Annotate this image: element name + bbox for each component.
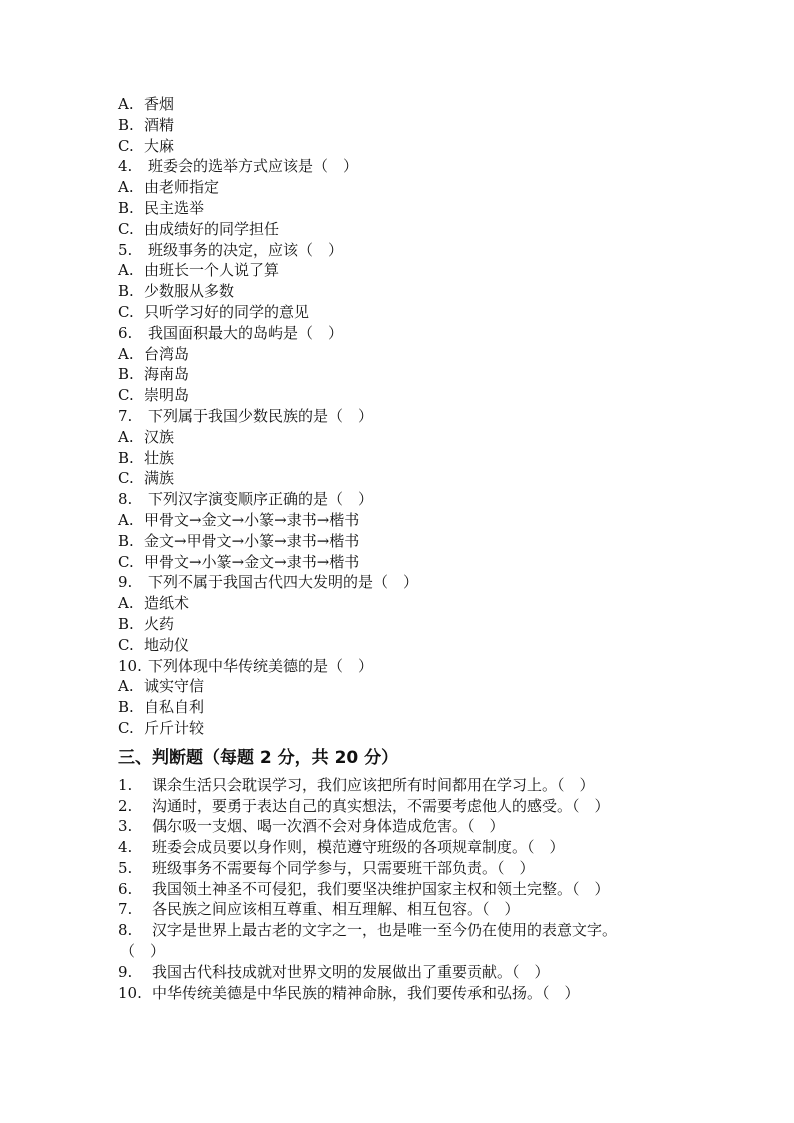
option-text: 大麻 xyxy=(144,136,175,155)
option-line xyxy=(118,136,738,157)
option-letter: A. xyxy=(118,510,134,529)
option-text: 汉族 xyxy=(144,427,175,446)
option-text: 民主选举 xyxy=(144,198,205,217)
item-text: 班委会成员要以身作则，模范遵守班级的各项规章制度。（ ） xyxy=(152,838,565,857)
option-text: 只听学习好的同学的意见 xyxy=(144,302,310,321)
option-letter: A. xyxy=(118,594,134,613)
option-text: 甲骨文→小篆→金文→隶书→楷书 xyxy=(144,552,360,571)
judgement-item xyxy=(118,920,738,941)
option-line xyxy=(118,510,738,531)
option-letter: C. xyxy=(118,219,134,238)
multiple-choice-list xyxy=(118,156,738,738)
option-text: 自私自利 xyxy=(144,698,205,717)
option-text: 崇明岛 xyxy=(144,386,190,405)
item-number: 3. xyxy=(118,817,133,836)
item-number: 2. xyxy=(118,796,133,815)
option-letter: A. xyxy=(118,95,134,113)
option-line xyxy=(118,115,738,136)
judgement-item xyxy=(118,962,738,983)
true-false-list xyxy=(118,775,738,1004)
option-text: 台湾岛 xyxy=(144,344,190,363)
option-line xyxy=(118,219,738,240)
option-line xyxy=(118,718,738,739)
item-number: 9. xyxy=(118,962,133,981)
question-line xyxy=(118,240,738,261)
option-letter: A. xyxy=(118,344,134,363)
item-number: 8. xyxy=(118,921,133,940)
item-text: 沟通时，要勇于表达自己的真实想法，不需要考虑他人的感受。（ ） xyxy=(152,796,610,815)
item-text: 各民族之间应该相互尊重、相互理解、相互包容。（ ） xyxy=(152,900,520,919)
option-line xyxy=(118,697,738,718)
option-letter: C. xyxy=(118,136,134,155)
option-letter: B. xyxy=(118,698,134,717)
option-text: 酒精 xyxy=(144,115,175,134)
item-continuation: （ ） xyxy=(120,942,166,961)
option-text: 地动仪 xyxy=(144,635,190,654)
judgement-item xyxy=(118,879,738,900)
item-text: 课余生活只会耽误学习，我们应该把所有时间都用在学习上。（ ） xyxy=(152,775,595,794)
judgement-item xyxy=(118,983,738,1004)
option-letter: B. xyxy=(118,448,134,467)
item-number: 4. xyxy=(118,838,133,857)
option-line xyxy=(118,676,738,697)
option-line xyxy=(118,468,738,489)
option-text: 壮族 xyxy=(144,448,175,467)
option-letter: C. xyxy=(118,469,134,488)
question-text: 下列不属于我国古代四大发明的是（ ） xyxy=(148,573,419,592)
option-line xyxy=(118,614,738,635)
judgement-item xyxy=(118,775,738,796)
option-line xyxy=(118,427,738,448)
option-text: 由成绩好的同学担任 xyxy=(144,219,280,238)
question-number: 5. xyxy=(118,240,133,259)
question-number: 6. xyxy=(118,323,133,342)
option-text: 由老师指定 xyxy=(144,178,220,197)
item-number: 6. xyxy=(118,879,133,898)
question-number: 4. xyxy=(118,157,133,176)
option-line xyxy=(118,635,738,656)
option-text: 少数服从多数 xyxy=(144,282,235,301)
option-letter: A. xyxy=(118,427,134,446)
option-letter: A. xyxy=(118,178,134,197)
option-text: 金文→甲骨文→小篆→隶书→楷书 xyxy=(144,531,360,550)
question-text: 我国面积最大的岛屿是（ ） xyxy=(148,323,344,342)
option-letter: B. xyxy=(118,531,134,550)
question-number: 9. xyxy=(118,573,133,592)
option-text: 海南岛 xyxy=(144,365,190,384)
option-line xyxy=(118,260,738,281)
option-letter: C. xyxy=(118,552,134,571)
judgement-item xyxy=(118,858,738,879)
option-line xyxy=(118,385,738,406)
item-number: 5. xyxy=(118,858,133,877)
option-letter: C. xyxy=(118,635,134,654)
judgement-item xyxy=(118,816,738,837)
option-line xyxy=(118,302,738,323)
option-line xyxy=(118,448,738,469)
option-letter: B. xyxy=(118,365,134,384)
question-line xyxy=(118,323,738,344)
option-line xyxy=(118,531,738,552)
judgement-item xyxy=(118,837,738,858)
item-number: 10. xyxy=(118,983,142,1002)
exam-page xyxy=(118,94,738,1003)
question-text: 下列体现中华传统美德的是（ ） xyxy=(148,656,374,675)
question-line xyxy=(118,156,738,177)
option-text: 造纸术 xyxy=(144,594,190,613)
judgement-item xyxy=(118,796,738,817)
option-letter: A. xyxy=(118,677,134,696)
question-line xyxy=(118,406,738,427)
option-text: 满族 xyxy=(144,469,175,488)
option-line xyxy=(118,552,738,573)
option-letter: B. xyxy=(118,282,134,301)
item-text: 中华传统美德是中华民族的精神命脉，我们要传承和弘扬。（ ） xyxy=(152,983,580,1002)
item-text: 我国古代科技成就对世界文明的发展做出了重要贡献。（ ） xyxy=(152,962,550,981)
option-text: 火药 xyxy=(144,614,175,633)
item-number: 1. xyxy=(118,775,133,794)
question-number: 8. xyxy=(118,490,133,509)
option-letter: C. xyxy=(118,302,134,321)
option-line xyxy=(118,198,738,219)
option-letter: B. xyxy=(118,115,134,134)
question-text: 班级事务的决定，应该（ ） xyxy=(148,240,344,259)
option-line xyxy=(118,364,738,385)
judgement-item xyxy=(118,899,738,920)
question-line xyxy=(118,489,738,510)
option-letter: A. xyxy=(118,261,134,280)
option-letter: B. xyxy=(118,198,134,217)
question-line xyxy=(118,656,738,677)
option-line xyxy=(118,177,738,198)
question-number: 10. xyxy=(118,656,142,675)
option-letter: C. xyxy=(118,718,134,737)
option-letter: B. xyxy=(118,614,134,633)
option-text: 由班长一个人说了算 xyxy=(144,261,280,280)
section-title: 三、判断题（每题 2 分，共 20 分） xyxy=(118,747,399,768)
question-text: 下列汉字演变顺序正确的是（ ） xyxy=(148,490,374,509)
option-text: 香烟 xyxy=(144,95,175,113)
question-number: 7. xyxy=(118,406,133,425)
option-text: 诚实守信 xyxy=(144,677,205,696)
question-text: 班委会的选举方式应该是（ ） xyxy=(148,157,359,176)
option-line xyxy=(118,281,738,302)
item-text: 班级事务不需要每个同学参与，只需要班干部负责。（ ） xyxy=(152,858,535,877)
item-number: 7. xyxy=(118,900,133,919)
item-text: 偶尔吸一支烟、喝一次酒不会对身体造成危害。（ ） xyxy=(152,817,505,836)
option-line xyxy=(118,94,738,115)
item-text: 汉字是世界上最古老的文字之一，也是唯一至今仍在使用的表意文字。 xyxy=(152,921,618,940)
option-line xyxy=(118,593,738,614)
question-3-options xyxy=(118,94,738,156)
item-text: 我国领土神圣不可侵犯，我们要坚决维护国家主权和领土完整。（ ） xyxy=(152,879,610,898)
option-text: 甲骨文→金文→小篆→隶书→楷书 xyxy=(144,510,360,529)
question-text: 下列属于我国少数民族的是（ ） xyxy=(148,406,374,425)
option-letter: C. xyxy=(118,386,134,405)
question-line xyxy=(118,572,738,593)
option-line xyxy=(118,344,738,365)
option-text: 斤斤计较 xyxy=(144,718,205,737)
